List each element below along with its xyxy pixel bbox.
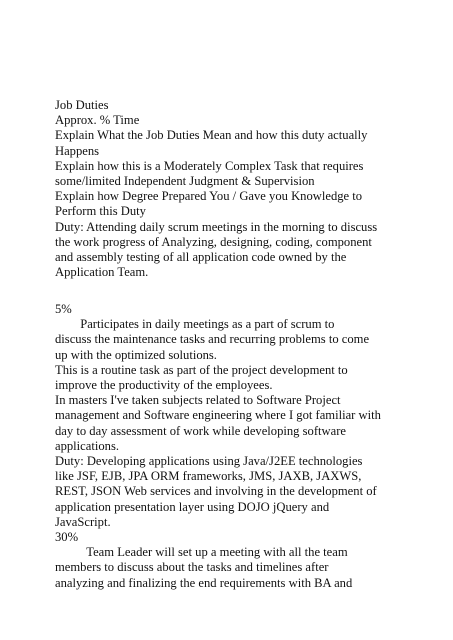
text-line: Explain how this is a Moderately Complex Task that requires [55,158,364,173]
text-line: In masters I've taken subjects related to Software Project [55,393,341,408]
text-line: Explain how Degree Prepared You / Gave you Knowledge to [55,189,363,204]
text-line: application presentation layer using DOJO jQuery and [55,499,330,514]
text-line: and assembly testing of all application code owned by the [55,250,347,265]
text-line: REST, JSON Web services and involving in the development of [55,484,377,499]
text-line: Happens [55,143,100,158]
text-line: discuss the maintenance tasks and recurring problems to come [55,332,370,347]
text-line: management and Software engineering where I got familiar with [55,408,381,423]
text-line: day to day assessment of work while developing software [55,423,346,438]
time-percentage: 5% [55,302,72,316]
text-line: Duty: Attending daily scrum meetings in the morning to discuss [55,219,378,234]
text-line: JavaScript. [55,514,111,529]
text-line: Approx. % Time [55,113,140,128]
text-line: up with the optimized solutions. [55,347,217,362]
text-line: improve the productivity of the employees. [55,378,273,393]
job-duties-header-block [55,98,415,280]
text-line: Duty: Developing applications using Java/J2EE technologies [55,454,363,469]
text-line: Application Team. [55,265,149,280]
text-line: like JSF, EJB, JPA ORM frameworks, JMS, JAXB, JAXWS, [55,469,362,484]
text-line: Explain What the Job Duties Mean and how this duty actually [55,128,368,143]
text-line: This is a routine task as part of the project development to [55,362,348,377]
text-line: Perform this Duty [55,204,146,219]
text-line: analyzing and finalizing the end requirements with BA and [55,575,353,590]
job-duties-body-block [55,302,415,591]
text-line: the work progress of Analyzing, designing, coding, component [55,234,372,249]
text-line: Participates in daily meetings as a part of scrum to [55,317,335,332]
text-line: applications. [55,438,120,453]
text-line: some/limited Independent Judgment & Supervision [55,174,315,189]
text-line: Team Leader will set up a meeting with all the team [55,545,348,560]
time-percentage: 30% [55,530,79,545]
text-line: members to discuss about the tasks and timelines after [55,560,329,575]
text-line: Job Duties [55,98,109,112]
